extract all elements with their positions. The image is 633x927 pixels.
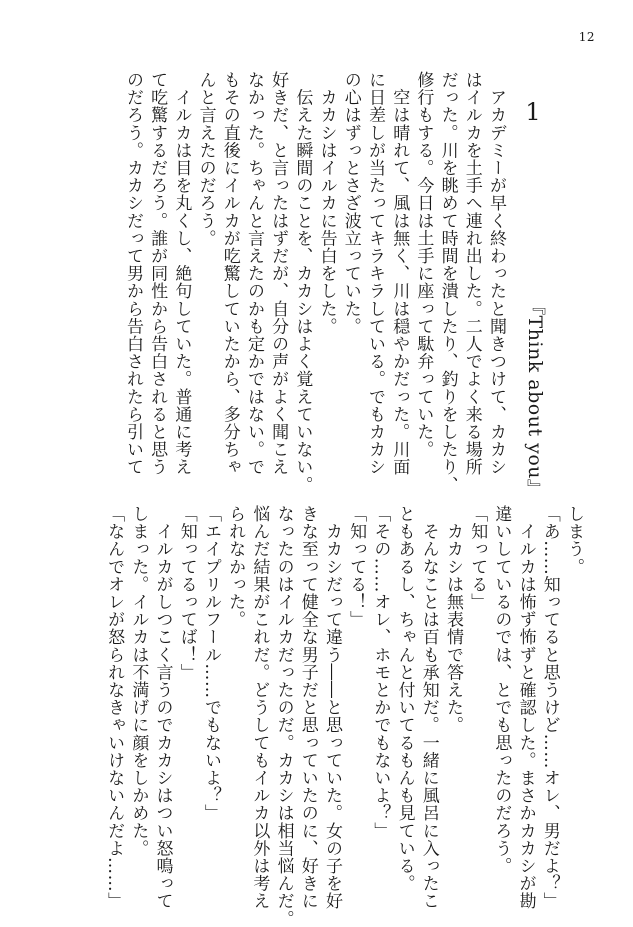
text-line: んと言えたのだろう。 (195, 71, 216, 247)
text-line: イルカは怖ず怖ずと確認した。まさかカカシが勘 (515, 505, 536, 910)
text-line: のだろう。カカシだって男から告白されたら引いて (122, 71, 143, 476)
text-line: 「エイプリルフール……でもないよ？」 (200, 505, 221, 822)
text-line: られなかった。 (225, 505, 246, 629)
text-line: 修行もする。今日は土手に座って駄弁っていた。 (413, 71, 434, 459)
text-line: ともあるし、ちゃんと付いてるもんも見ている。 (394, 505, 415, 893)
text-line: カカシだって違う――と思っていた。女の子を好 (321, 505, 342, 910)
chapter-title: 『Think about you』 (524, 296, 546, 499)
text-line: て吃驚するだろう。誰が同性から告白されると思う (147, 71, 168, 476)
text-line: の心はずっとさざ波立っていた。 (340, 71, 361, 335)
text-line: 違いしているのでは、とでも思ったのだろう。 (491, 505, 512, 875)
text-line: カカシは無表情で答えた。 (442, 505, 463, 734)
text-line: カカシはイルカに告白をした。 (316, 71, 337, 335)
text-line: しまった。イルカは不満げに顔をしかめた。 (128, 505, 149, 857)
text-line: イルカがしつこく言うのでカカシはつい怒鳴って (152, 505, 173, 910)
page-number: 12 (578, 30, 595, 44)
lower-text-block (104, 505, 586, 927)
text-line: もその直後にイルカが吃驚していたから、多分ちゃ (219, 71, 240, 476)
text-line: 伝えた瞬間のことを、カカシはよく覚えていない。 (292, 71, 313, 494)
text-line: 空は晴れて、風は無く、川は穏やかだった。川面 (389, 71, 410, 476)
text-line: だった。川を眺めて時間を潰したり、釣りをしたり、 (437, 71, 458, 494)
text-line: アカデミーが早く終わったと聞きつけて、カカシ (486, 71, 506, 476)
chapter-number: 1 (525, 98, 541, 126)
text-line: 「知ってる」 (467, 505, 488, 611)
text-line: そんなことは百も承知だ。一緒に風呂に入ったこ (418, 505, 439, 910)
text-line: に日差しが当たってキラキラしている。でもカカシ (364, 71, 385, 476)
text-line: 「知ってるってば！」 (176, 505, 197, 681)
text-line: きな至って健全な男子だと思っていたのに、好きに (297, 505, 318, 910)
text-line: 「その……オレ、ホモとかでもないよ？」 (370, 505, 391, 840)
text-line: 悩んだ結果がこれだ。どうしてもイルカ以外は考え (249, 505, 270, 910)
text-line: 「あ……知ってると思うけど……オレ、男だよ？」 (539, 505, 560, 910)
text-line: 「知ってる！」 (346, 505, 367, 629)
text-line: イルカは目を丸くし、絶句していた。普通に考え (171, 71, 192, 476)
text-line: 好きだ、と言ったはずだが、自分の声がよく聞こえ (268, 71, 289, 476)
text-line: なかった。ちゃんと言えたのかも定かではない。で (243, 71, 264, 476)
text-line: なったのはイルカだったのだ。カカシは相当悩んだ。 (273, 505, 294, 927)
upper-text-block (112, 71, 508, 494)
text-line: しまう。 (564, 505, 584, 576)
text-line: はイルカを土手へ連れ出した。二人でよく来る場所 (461, 71, 482, 476)
text-line: 「なんでオレが怒られなきゃいけないんだよ……」 (104, 505, 125, 910)
